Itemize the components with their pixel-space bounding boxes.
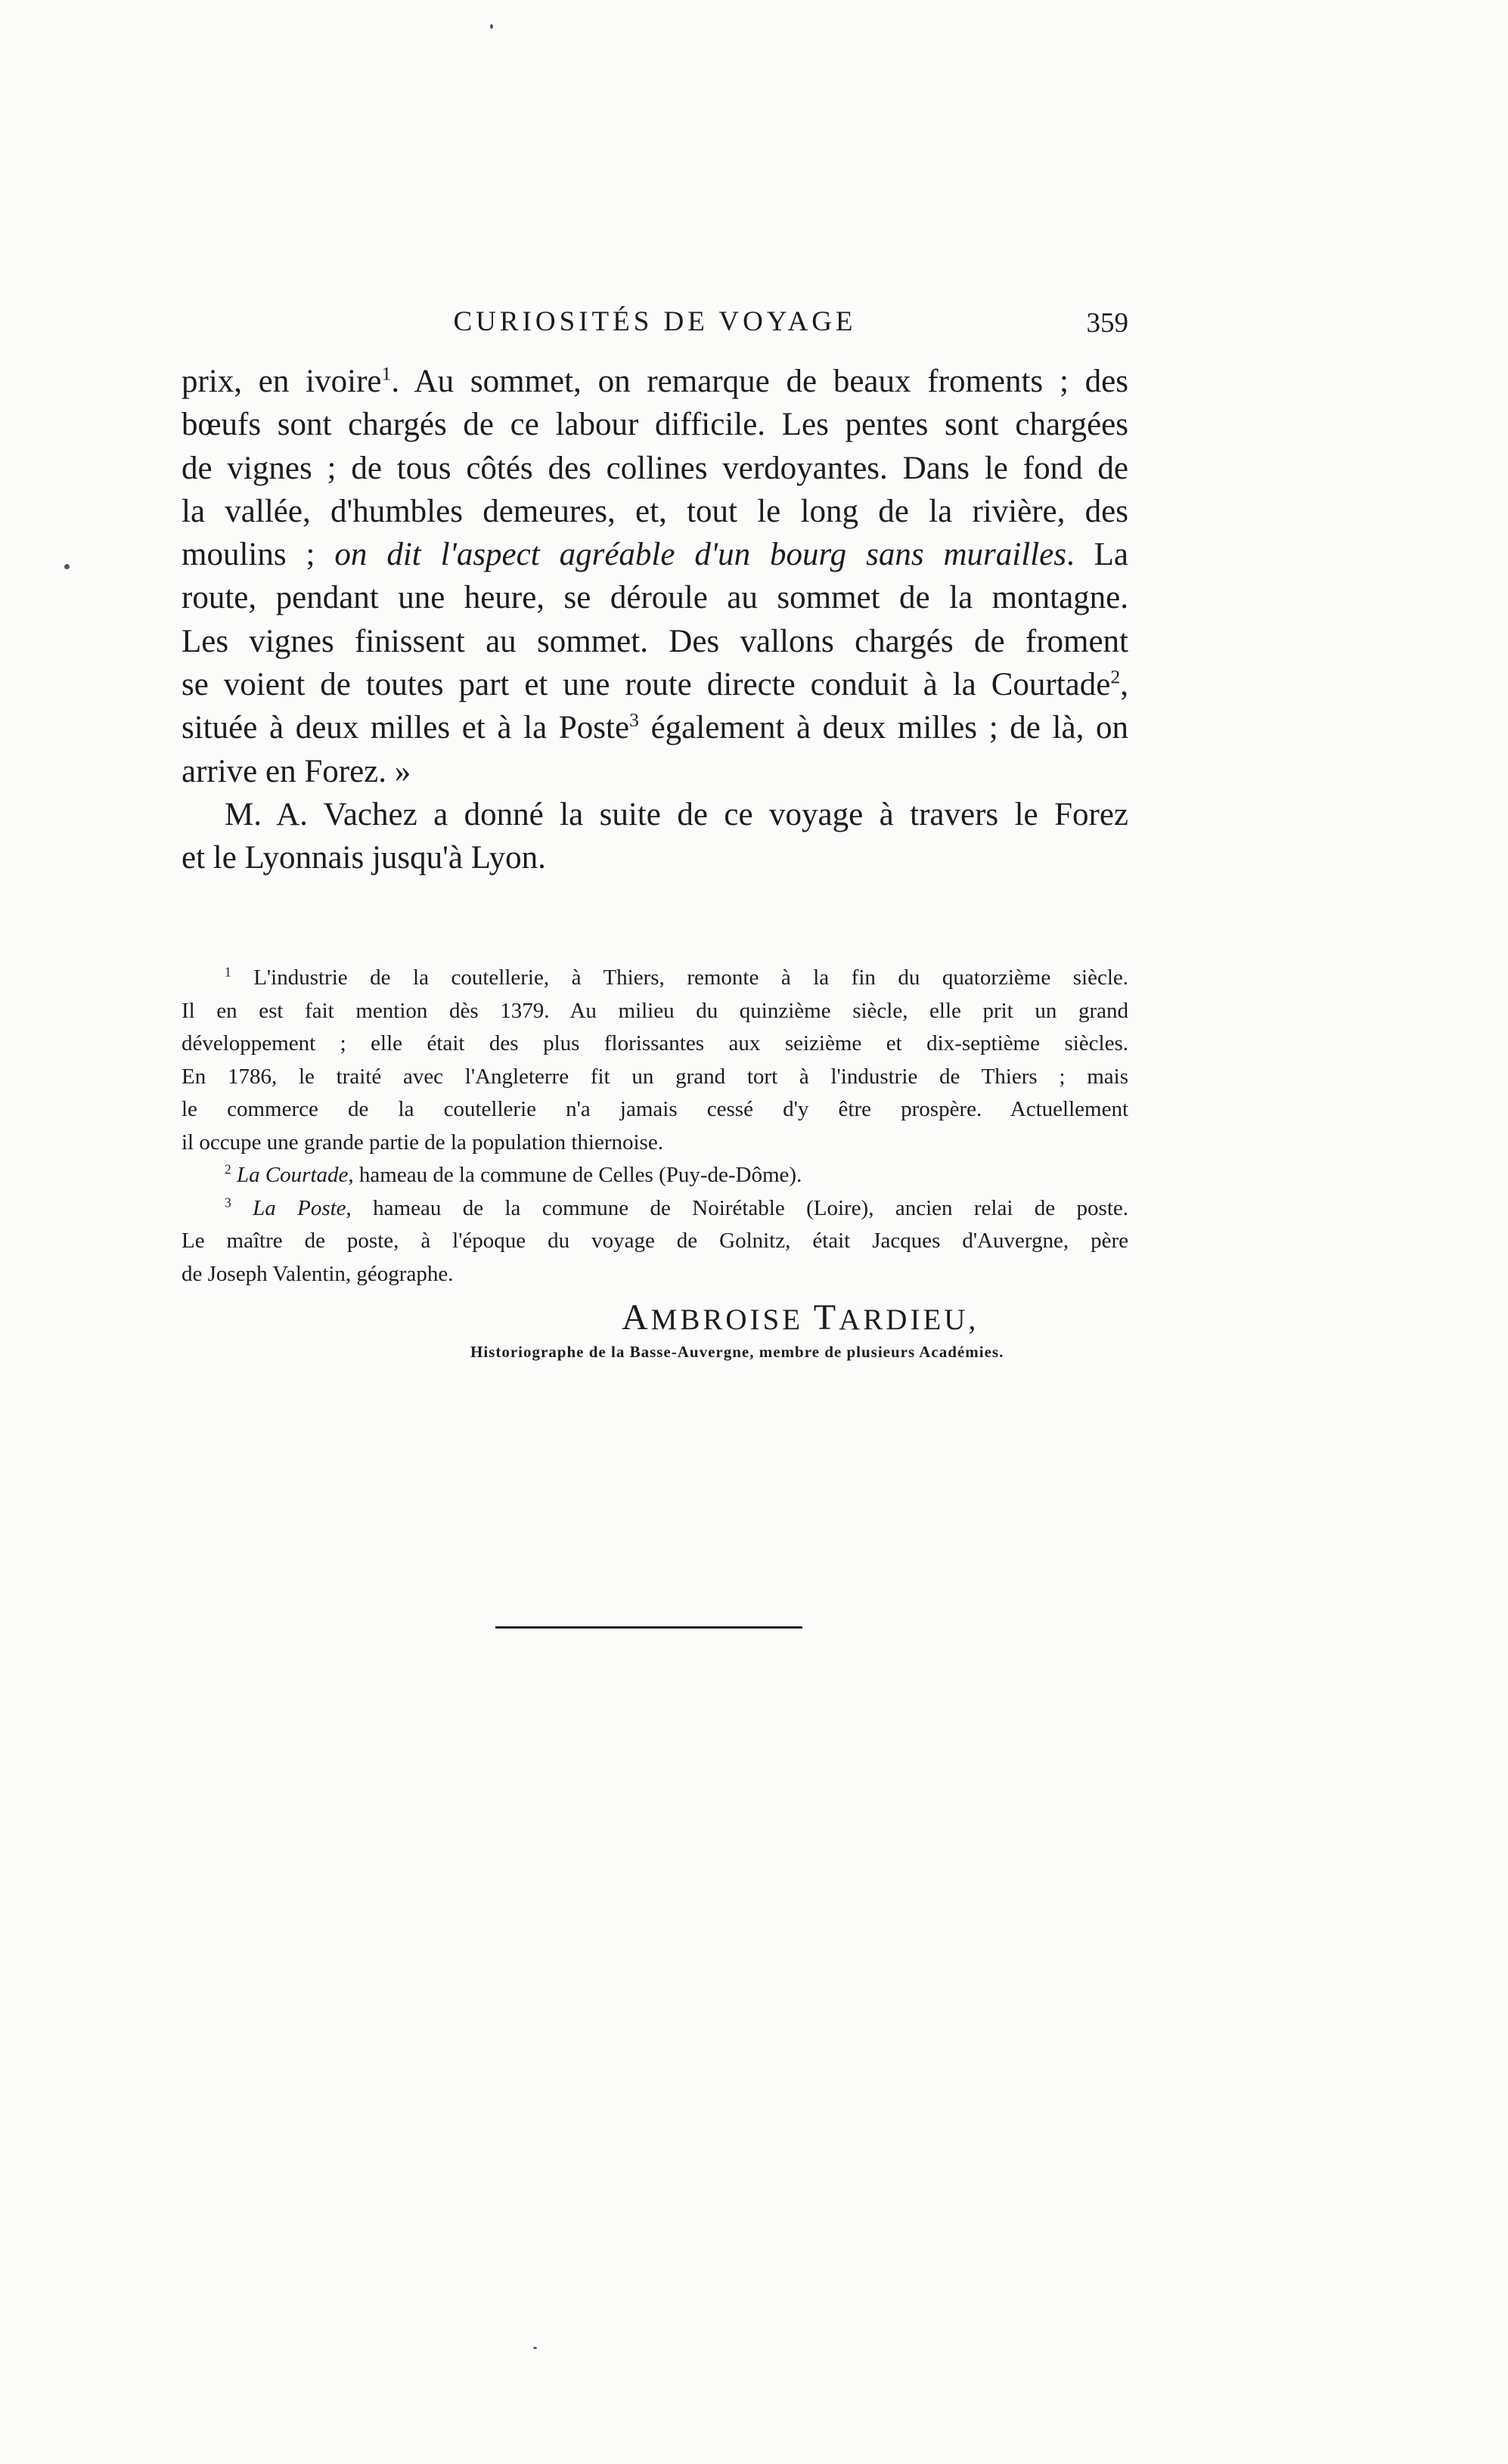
text-line: route, pendant une heure, se déroule au sommet de la montagne. — [182, 580, 1128, 616]
body-text — [182, 360, 1128, 880]
footnote-line: de Joseph Valentin, géographe. — [182, 1261, 454, 1286]
footnote-line: En 1786, le traité avec l'Angleterre fit un grand tort à l'industrie de Thiers ; mais — [182, 1064, 1128, 1089]
footnote-ref-1: 1 — [381, 362, 392, 385]
text-line: la vallée, d'humbles demeures, et, tout le long de la rivière, des — [182, 493, 1128, 529]
footnote-place-name: La Poste — [253, 1195, 346, 1220]
footnote-line: Le maître de poste, à l'époque du voyage de Golnitz, était Jacques d'Auvergne, père — [182, 1229, 1128, 1253]
text-fragment: moulins ; — [182, 537, 335, 573]
author-signature — [622, 1297, 979, 1338]
text-fragment: également à deux milles ; de là, on — [638, 710, 1128, 746]
text-line: M. A. Vachez a donné la suite de ce voyage à travers le Forez — [225, 796, 1128, 832]
footnote-line — [182, 1159, 1128, 1192]
footnotes — [182, 962, 1128, 1291]
footnote-line: Il en est fait mention dès 1379. Au milieu du quinzième siècle, elle prit un grand — [182, 998, 1128, 1023]
footnote-mark: 3 — [225, 1194, 231, 1210]
text-line: bœufs sont chargés de ce labour difficile. Les pentes sont chargées — [182, 407, 1128, 443]
footnote-line: il occupe une grande partie de la population thiernoise. — [182, 1130, 663, 1155]
footnote-ref-2: 2 — [1110, 665, 1121, 688]
text-line — [182, 360, 1128, 403]
footnote-line — [182, 962, 1128, 995]
text-fragment: . La — [1066, 537, 1128, 573]
text-fragment: située à deux milles et à la Poste — [182, 710, 630, 746]
footnote-mark: 2 — [225, 1161, 231, 1177]
footnote-line: développement ; elle était des plus florissantes aux seizième et dix-septième siècles. — [182, 1031, 1128, 1055]
text-line: de vignes ; de tous côtés des collines verdoyantes. Dans le fond de — [182, 450, 1128, 486]
footnote-place-name: La Courtade — [236, 1163, 349, 1187]
italic-quote: on dit l'aspect agréable d'un bourg sans murailles — [334, 537, 1066, 573]
print-speck — [533, 2347, 537, 2349]
text-fragment: prix, en ivoire — [182, 364, 382, 399]
page-header — [182, 299, 1128, 345]
text-fragment: , hameau de la commune de Celles (Puy-de-Dôme). — [348, 1163, 802, 1187]
name-part: ARDIEU, — [839, 1303, 979, 1336]
print-speck — [490, 24, 493, 29]
running-title: CURIOSITÉS DE VOYAGE — [453, 306, 857, 337]
end-rule — [495, 1626, 802, 1629]
footnote-ref-3: 3 — [629, 709, 639, 732]
footnote-mark: 1 — [225, 964, 231, 980]
text-fragment: , hameau de la commune de Noirétable (Loire), ancien relai de poste. — [346, 1195, 1129, 1220]
text-fragment: . Au sommet, on remarque de beaux froments ; des — [391, 364, 1128, 399]
text-line — [182, 706, 1128, 749]
text-fragment: , — [1120, 667, 1128, 703]
name-part: MBROISE — [650, 1303, 804, 1336]
initial: A — [622, 1297, 651, 1337]
text-fragment: se voient de toutes part et une route directe conduit à la Courtade — [182, 667, 1111, 703]
initial: T — [813, 1297, 839, 1337]
text-line — [182, 663, 1128, 706]
author-title: Historiographe de la Basse-Auvergne, membre de plusieurs Académies. — [470, 1343, 1004, 1361]
footnote-line: le commerce de la coutellerie n'a jamais cessé d'y être prospère. Actuellement — [182, 1097, 1128, 1121]
text-line: arrive en Forez. » — [182, 753, 411, 789]
text-line: et le Lyonnais jusqu'à Lyon. — [182, 840, 546, 876]
text-line: Les vignes finissent au sommet. Des vallons chargés de froment — [182, 623, 1128, 659]
page-number: 359 — [1086, 308, 1128, 339]
text-fragment: L'industrie de la coutellerie, à Thiers, remonte à la fin du quatorzième siècle. — [231, 965, 1128, 990]
print-speck — [64, 564, 70, 569]
footnote-line — [182, 1192, 1128, 1226]
text-line — [182, 533, 1128, 576]
